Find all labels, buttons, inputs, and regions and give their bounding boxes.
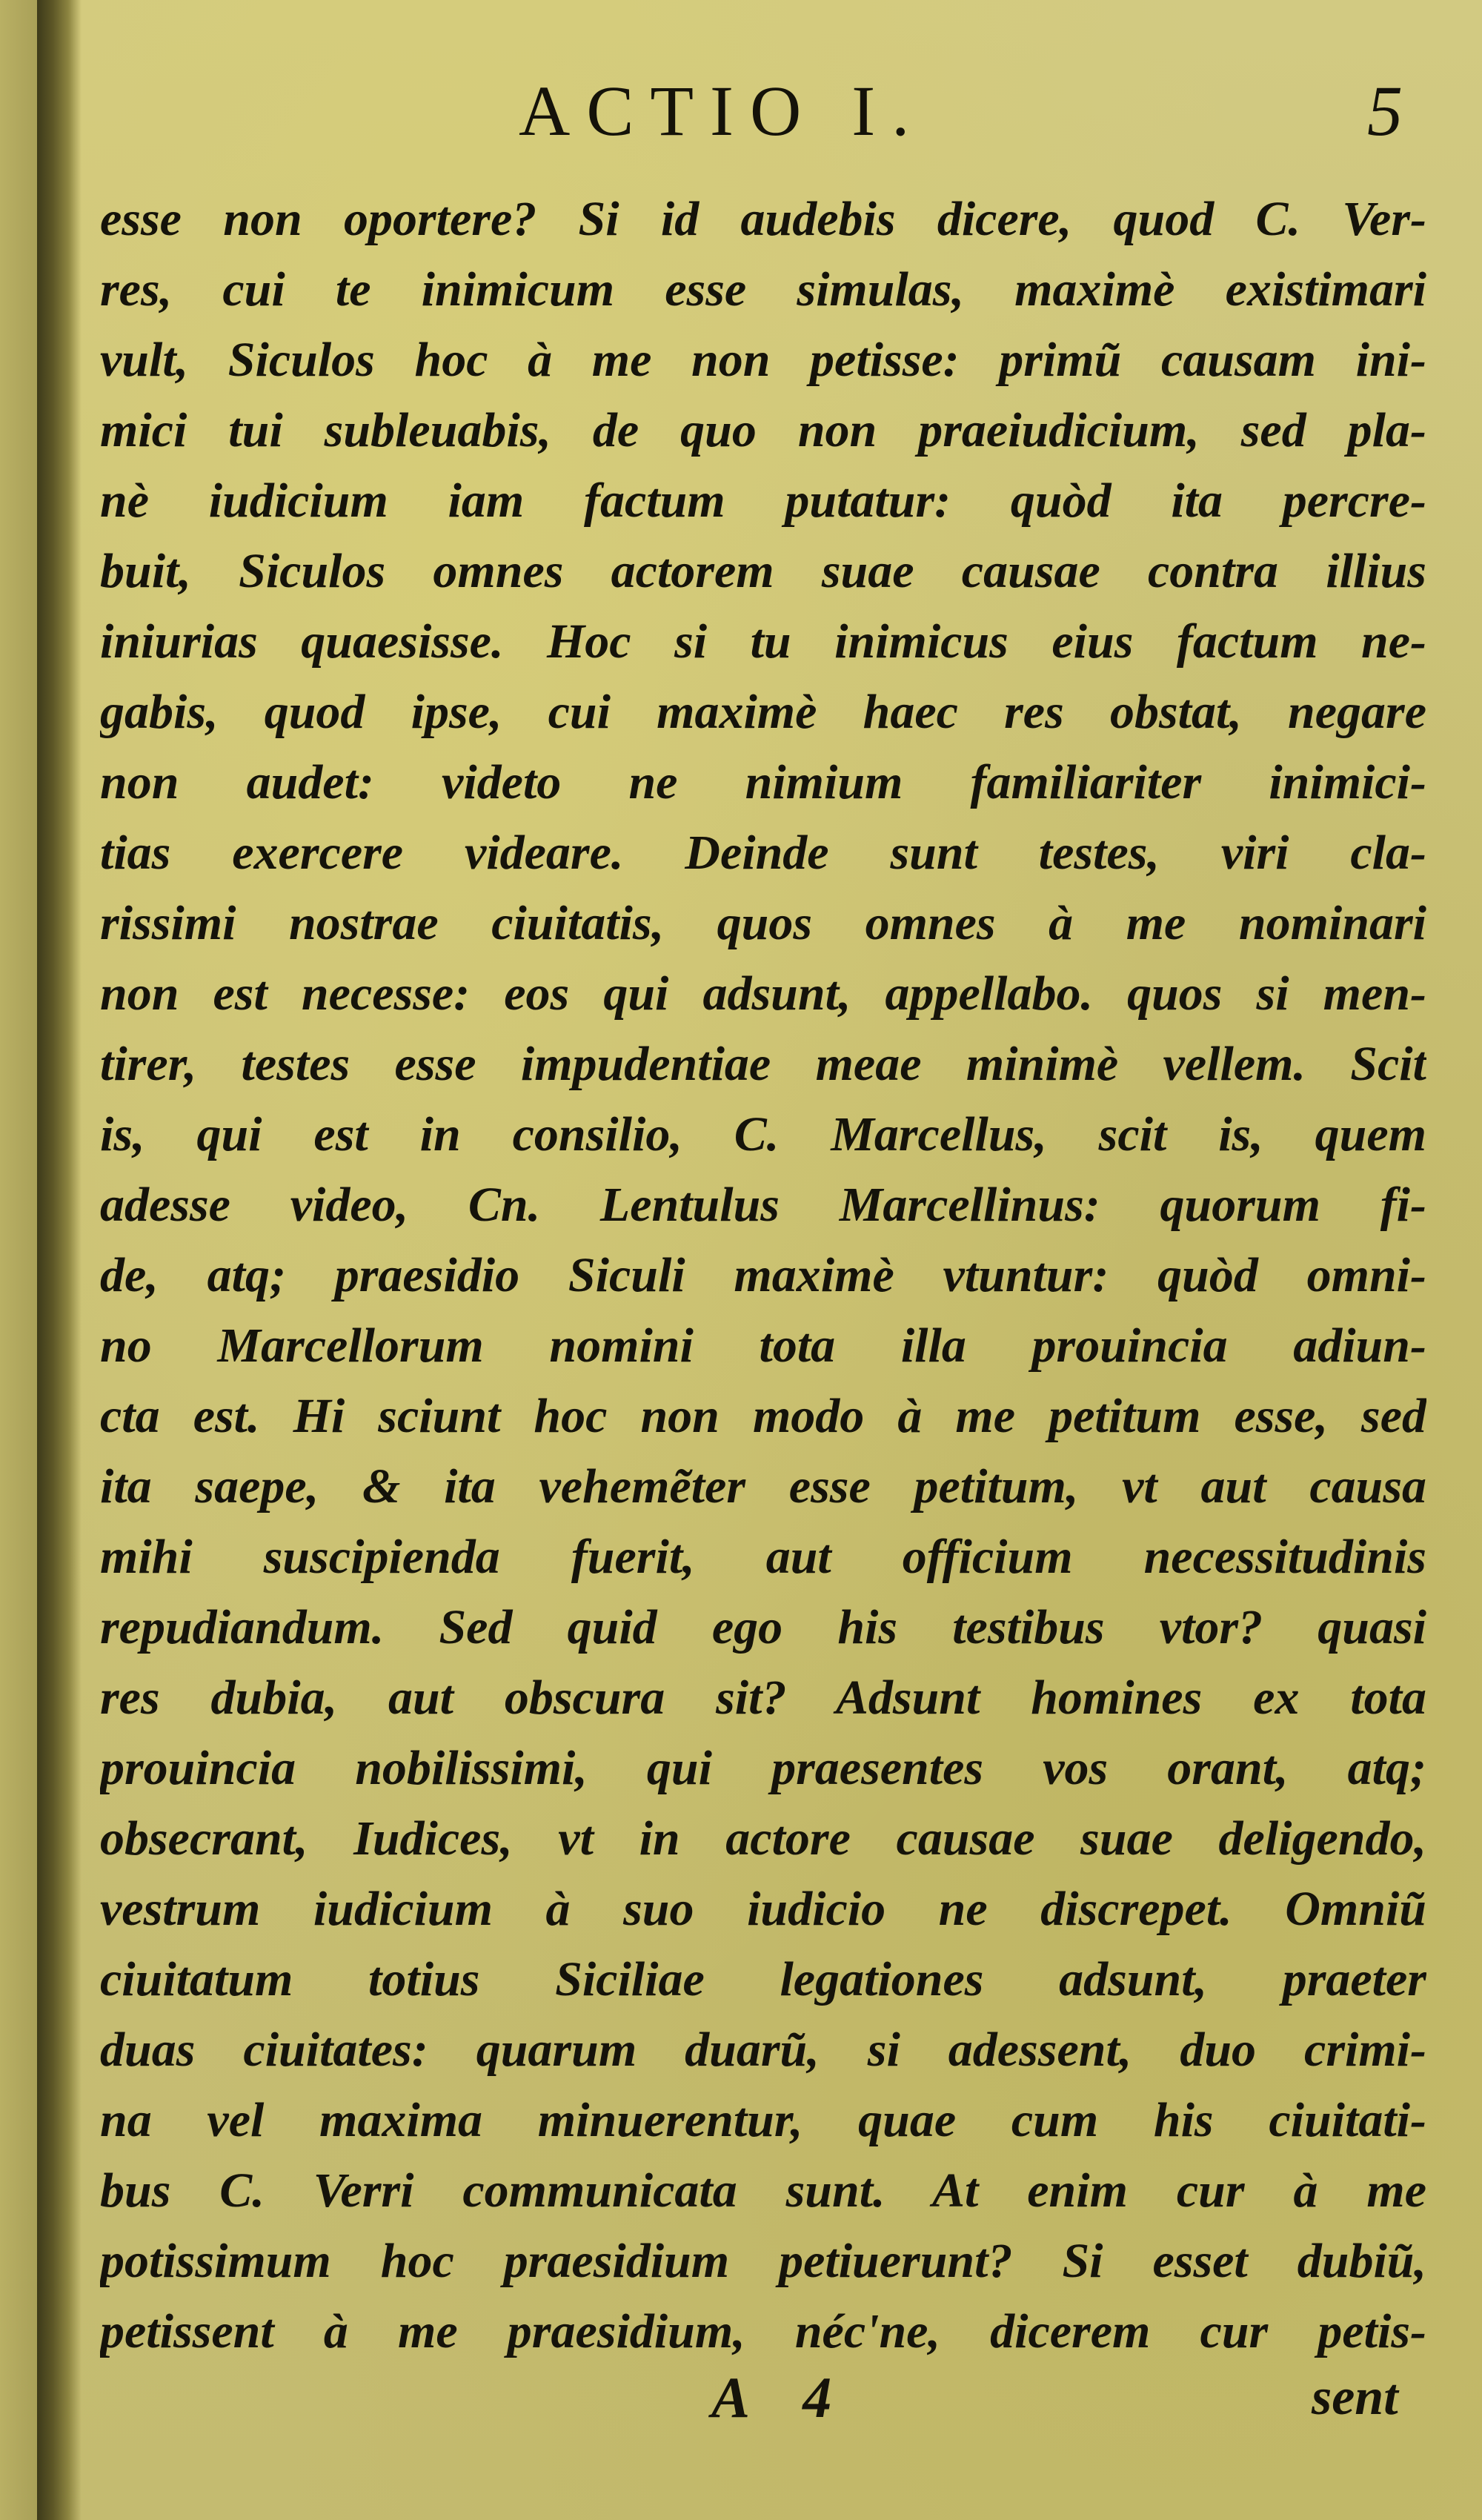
page-number: 5 xyxy=(1367,71,1403,150)
text-line: rissimi nostrae ciuitatis, quos omnes à me nominari xyxy=(100,896,1426,950)
text-line: is, qui est in consilio, C. Marcellus, scit is, quem xyxy=(100,1107,1426,1161)
text-line: vestrum iudicium à suo iudicio ne discrepet. Omniũ xyxy=(100,1882,1426,1936)
text-line: res dubia, aut obscura sit? Adsunt homines ex tota xyxy=(100,1671,1426,1725)
text-line: cta est. Hi sciunt hoc non modo à me petitum esse, sed xyxy=(100,1389,1426,1443)
text-line: ciuitatum totius Siciliae legationes adsunt, praeter xyxy=(100,1952,1426,2006)
text-line: non est necesse: eos qui adsunt, appellabo. quos si men- xyxy=(100,966,1426,1021)
text-line: duas ciuitates: quarum duarũ, si adessent, duo crimi- xyxy=(100,2023,1426,2077)
text-line: obsecrant, Iudices, vt in actore causae suae deligendo, xyxy=(100,1811,1426,1866)
text-line: na vel maxima minuerentur, quae cum his ciuitati- xyxy=(100,2093,1426,2147)
text-line: petissent à me praesidium, néc'ne, dicerem cur petis- xyxy=(100,2304,1426,2358)
text-line: iniurias quaesisse. Hoc si tu inimicus eius factum ne- xyxy=(100,614,1426,669)
text-line: tias exercere videare. Deinde sunt testes, viri cla- xyxy=(100,826,1426,880)
body-text xyxy=(100,184,1426,2367)
text-line: esse non oportere? Si id audebis dicere, quod C. Ver- xyxy=(100,192,1426,246)
text-line: de, atq; praesidio Siculi maximè vtuntur: quòd omni- xyxy=(100,1248,1426,1302)
gutter-edge xyxy=(0,0,37,2520)
signature-mark: A 4 xyxy=(711,2365,853,2430)
text-line: vult, Siculos hoc à me non petisse: primũ causam ini- xyxy=(100,333,1426,387)
catchword: sent xyxy=(1312,2369,1398,2426)
text-line: non audet: videto ne nimium familiariter inimici- xyxy=(100,755,1426,809)
text-line: tirer, testes esse impudentiae meae minimè vellem. Scit xyxy=(100,1037,1426,1091)
text-line: no Marcellorum nomini tota illa prouincia adiun- xyxy=(100,1319,1426,1373)
binding-gutter xyxy=(37,0,82,2520)
text-line: mici tui subleuabis, de quo non praeiudicium, sed pla- xyxy=(100,403,1426,457)
running-header xyxy=(0,70,1482,152)
text-line: prouincia nobilissimi, qui praesentes vos orant, atq; xyxy=(100,1741,1426,1795)
text-line: mihi suscipienda fuerit, aut officium necessitudinis xyxy=(100,1530,1426,1584)
text-line: potissimum hoc praesidium petiuerunt? Si esset dubiũ, xyxy=(100,2234,1426,2288)
text-line: nè iudicium iam factum putatur: quòd ita percre- xyxy=(100,474,1426,528)
text-line: bus C. Verri communicata sunt. At enim cur à me xyxy=(100,2163,1426,2218)
text-line: res, cui te inimicum esse simulas, maximè existimari xyxy=(100,262,1426,316)
text-line: buit, Siculos omnes actorem suae causae contra illius xyxy=(100,544,1426,598)
text-line: repudiandum. Sed quid ego his testibus vtor? quasi xyxy=(100,1600,1426,1654)
running-title: ACTIO I. xyxy=(519,71,926,150)
text-line: gabis, quod ipse, cui maximè haec res obstat, negare xyxy=(100,685,1426,739)
page-footer xyxy=(0,2357,1482,2438)
text-line: adesse video, Cn. Lentulus Marcellinus: quorum fi- xyxy=(100,1178,1426,1232)
text-line: ita saepe, & ita vehemẽter esse petitum, vt aut causa xyxy=(100,1459,1426,1513)
